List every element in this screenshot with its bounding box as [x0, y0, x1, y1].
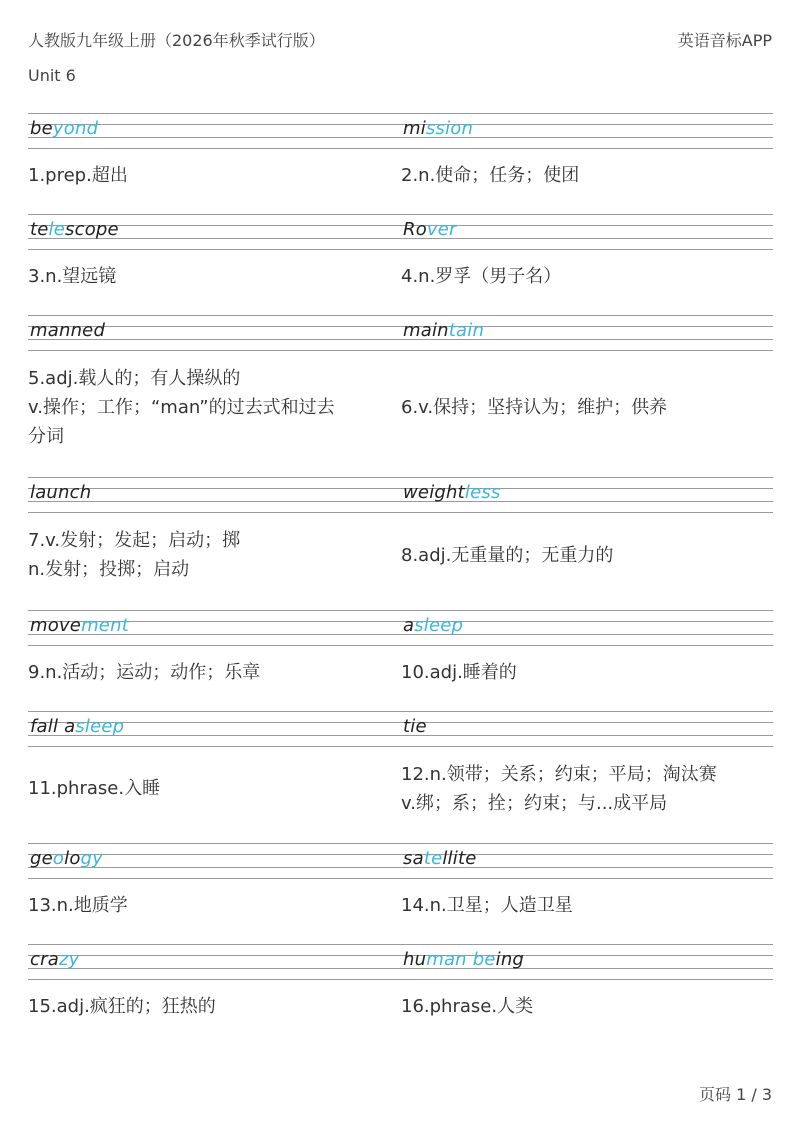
- ruled-line: [28, 746, 773, 747]
- vocab-word: [403, 118, 473, 139]
- syllable: move: [30, 615, 82, 636]
- word-row: [28, 477, 773, 513]
- ruled-line: [28, 854, 773, 855]
- definition-line: 11.phrase.入睡: [28, 778, 161, 799]
- definition-line: 6.v.保持；坚持认为；维护；供养: [401, 396, 668, 418]
- syllable: ing: [495, 949, 525, 970]
- definition-line: 10.adj.睡着的: [401, 661, 517, 683]
- syllable: launch: [30, 482, 92, 503]
- syllable: Ro: [403, 219, 427, 240]
- syllable: mi: [403, 118, 426, 139]
- definition-line: 14.n.卫星；人造卫星: [401, 894, 573, 916]
- highlighted-syllable: yond: [52, 118, 99, 139]
- ruled-line: [28, 113, 773, 114]
- definition-line: 8.adj.无重量的；无重力的: [401, 544, 614, 566]
- ruled-lines: [28, 843, 773, 879]
- syllable: ge: [30, 848, 53, 869]
- ruled-lines: [28, 113, 773, 149]
- ruled-line: [28, 878, 773, 879]
- ruled-line: [28, 137, 773, 138]
- vocab-pair: [28, 214, 773, 302]
- ruled-lines: [28, 477, 773, 513]
- ruled-line: [28, 843, 773, 844]
- definition: [401, 760, 773, 818]
- ruled-line: [28, 634, 773, 635]
- definition-line: v.绑；系；拴；约束；与...成平局: [401, 792, 668, 814]
- definition: [401, 658, 773, 687]
- vocabulary-list: [28, 113, 773, 1032]
- document-title: 人教版九年级上册（2026年秋季试行版）: [28, 31, 325, 50]
- word-row: [28, 944, 773, 980]
- definition-line: v.操作；工作；“man”的过去式和过去: [28, 396, 335, 418]
- vocab-word: [403, 615, 463, 636]
- vocab-pair: [28, 944, 773, 1032]
- definition: [401, 541, 773, 570]
- ruled-lines: [28, 711, 773, 747]
- definition-line: 7.v.发射；发起；启动；掷: [28, 530, 241, 551]
- ruled-line: [28, 735, 773, 736]
- syllable: a: [403, 615, 415, 636]
- definition-row: [28, 980, 773, 1032]
- vocab-word: [30, 615, 129, 636]
- ruled-line: [28, 326, 773, 327]
- ruled-line: [28, 350, 773, 351]
- definition-line: 13.n.地质学: [28, 894, 128, 916]
- definition-row: [28, 879, 773, 931]
- definition-row: [28, 747, 773, 830]
- highlighted-syllable: man be: [426, 949, 496, 970]
- ruled-line: [28, 488, 773, 489]
- definition: [401, 161, 773, 190]
- highlighted-syllable: te: [423, 848, 443, 869]
- syllable: te: [30, 219, 49, 240]
- definition-line: 12.n.领带；关系；约束；平局；淘汰赛: [401, 763, 717, 785]
- highlighted-syllable: ssion: [425, 118, 474, 139]
- definition: [28, 658, 401, 687]
- syllable: be: [30, 118, 53, 139]
- word-row: [28, 711, 773, 747]
- syllable: tie: [403, 716, 427, 737]
- vocab-word: [30, 848, 103, 869]
- vocab-word: [30, 118, 98, 139]
- word-row: [28, 113, 773, 149]
- vocab-word: [30, 716, 124, 737]
- vocab-word: [30, 219, 119, 240]
- definition-line: n.发射；投掷；启动: [28, 559, 190, 580]
- ruled-line: [28, 501, 773, 502]
- vocab-word: [403, 219, 457, 240]
- ruled-line: [28, 944, 773, 945]
- definition-line: 16.phrase.人类: [401, 995, 534, 1017]
- definition: [28, 774, 401, 803]
- syllable: main: [403, 320, 449, 341]
- app-name: 英语音标APP: [677, 31, 772, 50]
- vocab-word: [403, 482, 501, 503]
- highlighted-syllable: ment: [81, 615, 129, 636]
- syllable: cra: [30, 949, 59, 970]
- ruled-line: [28, 645, 773, 646]
- highlighted-syllable: o: [52, 848, 65, 869]
- ruled-line: [28, 225, 773, 226]
- highlighted-syllable: zy: [58, 949, 80, 970]
- ruled-line: [28, 610, 773, 611]
- vocab-word: [403, 320, 484, 341]
- definition-line: 4.n.罗孚（男子名）: [401, 265, 562, 287]
- vocab-pair: [28, 477, 773, 597]
- definition-row: [28, 250, 773, 302]
- ruled-line: [28, 148, 773, 149]
- vocab-pair: [28, 711, 773, 830]
- ruled-line: [28, 722, 773, 723]
- definition: [401, 393, 773, 422]
- ruled-line: [28, 867, 773, 868]
- definition: [401, 262, 773, 291]
- ruled-line: [28, 249, 773, 250]
- highlighted-syllable: sleep: [414, 615, 464, 636]
- syllable: llite: [442, 848, 477, 869]
- definition-line: 3.n.望远镜: [28, 265, 117, 287]
- definition-line: 5.adj.载人的；有人操纵的: [28, 367, 241, 389]
- definition-line: 2.n.使命；任务；使团: [401, 164, 580, 186]
- ruled-line: [28, 968, 773, 969]
- vocab-word: [403, 848, 477, 869]
- definition-line: 9.n.活动；运动；动作；乐章: [28, 661, 261, 683]
- ruled-line: [28, 711, 773, 712]
- ruled-lines: [28, 214, 773, 250]
- definition: [401, 891, 773, 920]
- definition-row: [28, 149, 773, 201]
- ruled-line: [28, 315, 773, 316]
- definition: [28, 526, 401, 584]
- highlighted-syllable: tain: [448, 320, 485, 341]
- ruled-line: [28, 621, 773, 622]
- vocab-pair: [28, 315, 773, 463]
- ruled-lines: [28, 610, 773, 646]
- syllable: lo: [64, 848, 81, 869]
- definition: [28, 992, 401, 1021]
- vocab-pair: [28, 113, 773, 201]
- ruled-line: [28, 214, 773, 215]
- definition-row: [28, 351, 773, 463]
- syllable: manned: [30, 320, 106, 341]
- definition: [28, 891, 401, 920]
- word-row: [28, 843, 773, 879]
- word-row: [28, 315, 773, 351]
- word-row: [28, 214, 773, 250]
- vocab-word: [30, 482, 91, 503]
- definition-line: 15.adj.疯狂的；狂热的: [28, 995, 216, 1017]
- ruled-line: [28, 477, 773, 478]
- highlighted-syllable: gy: [80, 848, 104, 869]
- syllable: fall a: [30, 716, 76, 737]
- ruled-line: [28, 512, 773, 513]
- ruled-line: [28, 339, 773, 340]
- highlighted-syllable: sleep: [75, 716, 125, 737]
- vocab-word: [403, 716, 427, 737]
- syllable: sa: [403, 848, 424, 869]
- definition: [401, 992, 773, 1021]
- definition-row: [28, 646, 773, 698]
- unit-title: Unit 6: [28, 66, 76, 85]
- definition-line: 分词: [28, 425, 64, 447]
- syllable: hu: [403, 949, 427, 970]
- ruled-line: [28, 238, 773, 239]
- vocab-pair: [28, 610, 773, 698]
- highlighted-syllable: le: [48, 219, 66, 240]
- syllable: scope: [65, 219, 119, 240]
- ruled-line: [28, 124, 773, 125]
- definition-row: [28, 513, 773, 597]
- ruled-lines: [28, 944, 773, 980]
- definition-line: 1.prep.超出: [28, 164, 128, 186]
- highlighted-syllable: ver: [426, 219, 457, 240]
- vocab-word: [403, 949, 524, 970]
- vocab-word: [30, 949, 79, 970]
- highlighted-syllable: less: [464, 482, 501, 503]
- vocab-pair: [28, 843, 773, 931]
- definition: [28, 262, 401, 291]
- word-row: [28, 610, 773, 646]
- vocab-word: [30, 320, 105, 341]
- definition: [28, 364, 401, 451]
- ruled-line: [28, 955, 773, 956]
- definition: [28, 161, 401, 190]
- page-number: 页码 1 / 3: [698, 1085, 772, 1104]
- syllable: weight: [403, 482, 465, 503]
- ruled-lines: [28, 315, 773, 351]
- ruled-line: [28, 979, 773, 980]
